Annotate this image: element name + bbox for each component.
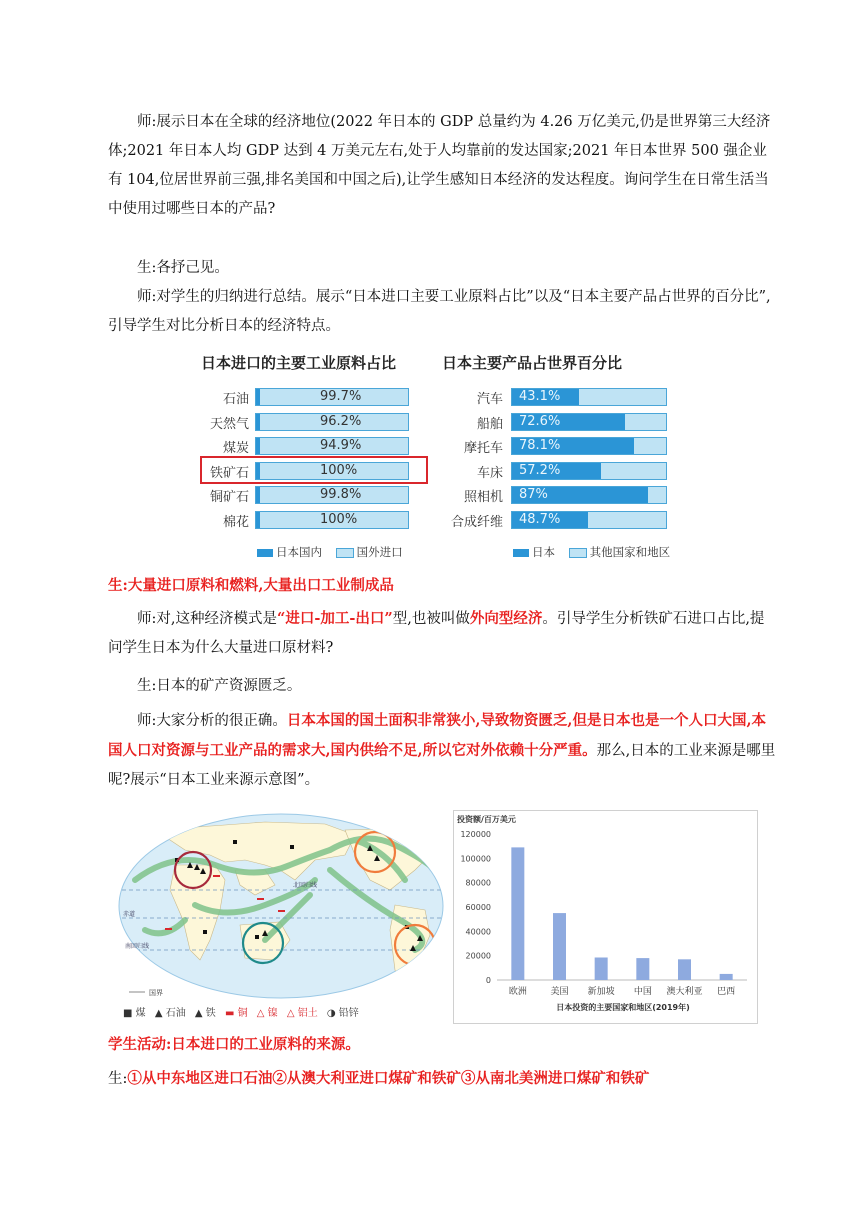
paragraph-text: 师:大家分析的很正确。 [137, 713, 287, 729]
left-row-label: 铁矿石 [209, 465, 249, 481]
legend-coal: ■ 煤 [123, 1008, 146, 1019]
highlight-text: ①从中东地区进口石油②从澳大利亚进口煤矿和铁矿③从南北美洲进口煤矿和铁矿 [127, 1070, 650, 1087]
legend-swatch-import [336, 548, 354, 558]
right-row-label: 汽车 [476, 392, 503, 407]
x-tick-label: 澳大利亚 [666, 987, 703, 997]
paragraph-teacher-intro [108, 108, 778, 224]
paragraph-text: 生:各抒己见。 [137, 260, 229, 276]
x-tick-label: 新加坡 [587, 987, 615, 997]
legend-japan-label: 日本 [532, 545, 555, 559]
right-row-label: 合成纤维 [450, 514, 503, 530]
right-row-value: 72.6% [519, 413, 561, 429]
left-row-domestic-fill [256, 487, 260, 503]
right-row-value: 78.1% [519, 438, 561, 453]
highlight-text: “进口-加工-出口” [277, 610, 393, 627]
investment-chart-svg [453, 810, 758, 1024]
equator-label: 赤道 [123, 911, 136, 918]
bar-2 [595, 957, 608, 980]
map-legend [123, 1004, 365, 1019]
paragraph-teacher-summary [108, 283, 778, 341]
legend-iron: ▲ 铁 [194, 1008, 216, 1019]
y-axis-label: 投资额/百万美元 [457, 815, 516, 824]
right-row-label: 照相机 [463, 490, 503, 505]
x-tick-label: 美国 [550, 987, 569, 997]
legend-swatch-other [569, 548, 587, 558]
paragraph-text: 。引导学生分析铁矿石进口占比,提问学生日本为什么大量进口原材料? [108, 611, 765, 656]
paragraph-teacher-model [108, 604, 778, 663]
legend-oil: ▲ 石油 [154, 1008, 186, 1019]
paragraph-activity [108, 1030, 778, 1060]
y-tick-label: 80000 [465, 878, 491, 888]
tropic-capricorn-label: 南回归线 [125, 943, 150, 950]
legend-import-label: 国外进口 [356, 545, 403, 559]
chart-title: 日本投资的主要国家和地区(2019年) [556, 1003, 690, 1012]
paragraph-teacher-analysis [108, 706, 778, 795]
highlight-text: 日本本国的国土面积非常狭小,导致物资匮乏,但是日本也是一个人口大国,本国人口对资源与工业产品的需求大,国内供给不足,所以它对外依赖十分严重。 [108, 712, 767, 759]
paragraph-student-answer [108, 1064, 778, 1094]
left-row-domestic-fill [256, 414, 260, 430]
left-row-value: 94.9% [320, 438, 362, 453]
japan-industry-source-map [115, 810, 447, 1012]
left-row-value: 99.7% [320, 389, 362, 404]
right-legend [513, 544, 670, 560]
left-row-label: 棉花 [222, 514, 249, 530]
left-row-value: 100% [320, 462, 358, 478]
right-row-label: 车床 [476, 465, 503, 481]
paragraph-text: 师:对,这种经济模式是 [137, 611, 277, 627]
legend-other-label: 其他国家和地区 [589, 545, 671, 559]
speaker-prefix: 生: [108, 1071, 128, 1087]
y-tick-label: 120000 [460, 830, 491, 839]
paragraph-text: 那么,日本的工业来源是哪里呢?展示“日本工业来源示意图”。 [108, 743, 776, 788]
left-row-value: 96.2% [320, 413, 362, 429]
y-tick-label: 40000 [465, 927, 491, 937]
figure-japan-materials-products [195, 348, 695, 566]
speaker-prefix: 生: [108, 577, 128, 594]
bar-4 [678, 959, 691, 980]
bar-3 [636, 958, 649, 980]
activity-heading: 学生活动:日本进口的工业原料的来源。 [108, 1036, 360, 1053]
left-row-domestic-fill [256, 389, 260, 405]
paragraph-text: 师:展示日本在全球的经济地位(2022 年日本的 GDP 总量约为 4.26 万亿美元,仍是世界第三大经济体;2021 年日本人均 GDP 达到 4 万美元左右,处于人均靠前的发达国家;2021 年日本世界 500 强企业有 104,位居世界前三强,排名美国和中国之后),让学生感知日本经济的发达程度。询问学生在日常生活当中使用过哪些日本的产品? [108, 114, 771, 217]
bar-0 [511, 847, 524, 980]
legend-nickel: △ 镍 [256, 1008, 278, 1019]
left-chart-title: 日本进口的主要工业原料占比 [201, 354, 397, 372]
investment-bar-chart [453, 810, 758, 1024]
tropic-cancer-label: 北回归线 [293, 882, 318, 889]
x-tick-label: 中国 [633, 987, 652, 997]
left-row-domestic-fill [256, 438, 260, 454]
legend-copper: ▬ 铜 [224, 1008, 248, 1019]
paragraph-text: 师:对学生的归纳进行总结。展示“日本进口主要工业原料占比”以及“日本主要产品占世界的百分比”,引导学生对比分析日本的经济特点。 [108, 289, 771, 334]
bar-5 [720, 974, 733, 980]
right-row-label: 摩托车 [463, 441, 503, 456]
paragraph-student-reply-2 [108, 571, 778, 601]
legend-domestic-label: 日本国内 [276, 545, 322, 559]
left-row-domestic-fill [256, 512, 260, 528]
highlight-text: 大量进口原料和燃料,大量出口工业制成品 [127, 577, 394, 594]
left-row-label: 石油 [222, 392, 249, 407]
left-row-value: 100% [320, 511, 358, 527]
right-chart-title: 日本主要产品占世界百分比 [442, 354, 623, 372]
y-tick-label: 20000 [465, 951, 491, 961]
left-row-label: 煤炭 [222, 441, 249, 456]
left-row-label: 铜矿石 [209, 490, 249, 505]
bar-1 [553, 913, 566, 980]
right-row-label: 船舶 [476, 416, 503, 432]
y-tick-label: 60000 [465, 903, 491, 912]
y-tick-label: 100000 [460, 854, 491, 864]
legend-bauxite: △ 铝土 [286, 1008, 318, 1019]
paragraph-text: 型,也被叫做 [392, 611, 470, 627]
paragraph-text: 生:日本的矿产资源匮乏。 [137, 678, 302, 694]
legend-lead-zinc: ◑ 铅锌 [326, 1008, 359, 1019]
right-row-value: 87% [519, 487, 548, 502]
x-tick-label: 巴西 [717, 987, 736, 997]
left-row-label: 天然气 [209, 416, 249, 432]
left-row-value: 99.8% [320, 487, 362, 502]
paragraph-student-reply-3 [108, 672, 778, 701]
highlight-text: 外向型经济 [469, 610, 543, 627]
legend-swatch-domestic [257, 549, 273, 557]
paragraph-student-reply-1 [108, 254, 778, 283]
border-label: 国界 [149, 989, 163, 997]
right-row-value: 57.2% [519, 462, 561, 478]
y-tick-label: 0 [485, 976, 491, 985]
right-row-value: 43.1% [519, 389, 561, 404]
x-tick-label: 欧洲 [508, 987, 527, 997]
legend-swatch-japan [513, 549, 529, 557]
highlight-box-iron-ore [200, 456, 428, 484]
left-legend [257, 544, 403, 560]
world-map-svg [115, 810, 447, 1012]
right-row-value: 48.7% [519, 511, 561, 527]
